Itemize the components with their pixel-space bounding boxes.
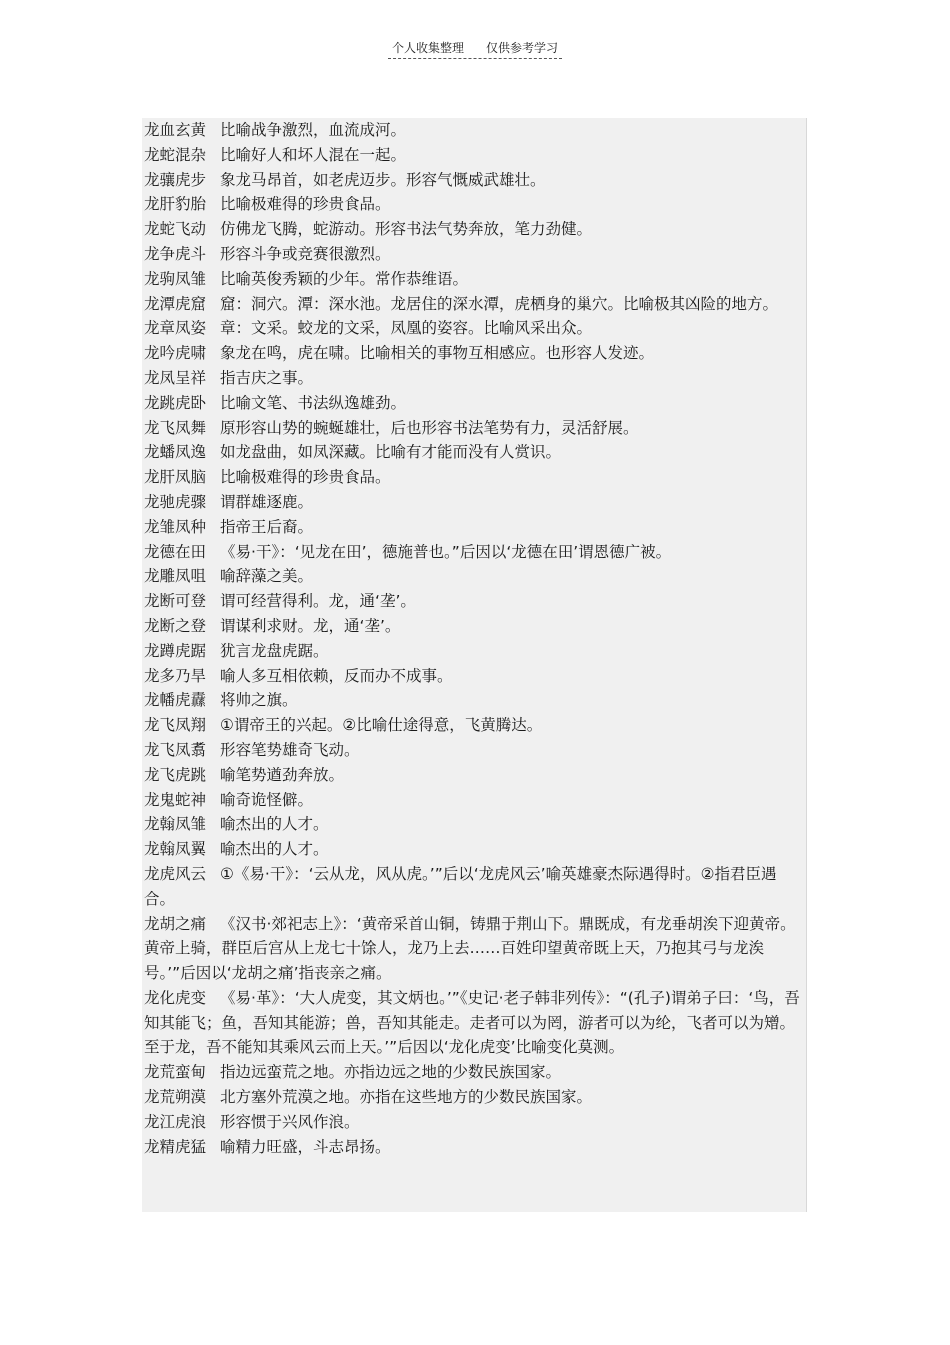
idiom-term: 龙多乃旱 — [144, 666, 207, 685]
idiom-term: 龙江虎浪 — [144, 1112, 207, 1131]
idiom-definition: 指边远蛮荒之地。亦指边远之地的少数民族国家。 — [220, 1063, 562, 1082]
idiom-definition: 比喻战争激烈，血流成河。 — [220, 121, 407, 139]
idiom-definition: 《易·革》：‘大人虎变，其文炳也。’”《史记·老子韩非列传》：“(孔子)谓弟子曰：‘鸟，吾知其能飞；鱼，吾知其能游；兽，吾知其能走。走者可以为罔，游者可以为纶，飞者可以为矰。至于龙，吾不能知其乘风云而上天。’”后因以‘龙化虎变’比喻变化莫测。 — [144, 988, 800, 1057]
idiom-entry — [144, 217, 806, 242]
idiom-definition: 比喻极难得的珍贵食品。 — [220, 468, 391, 487]
idiom-definition: 喻杰出的人才。 — [220, 840, 329, 859]
idiom-term: 龙蹲虎踞 — [144, 641, 207, 660]
idiom-definition: 喻辞藻之美。 — [220, 567, 314, 586]
idiom-entry — [144, 292, 806, 317]
idiom-entry — [144, 416, 806, 441]
idiom-entry — [144, 192, 806, 217]
idiom-entry — [144, 242, 806, 267]
idiom-entry — [144, 465, 806, 490]
idiom-term: 龙肝豹胎 — [144, 195, 207, 214]
header-right-text: 仅供参考学习 — [486, 41, 559, 55]
idiom-entry — [144, 391, 806, 416]
idiom-definition: 形容惯于兴风作浪。 — [220, 1112, 360, 1131]
idiom-definition: 指吉庆之事。 — [220, 368, 314, 387]
idiom-definition: 原形容山势的蜿蜒雄壮，后也形容书法笔势有力，灵活舒展。 — [220, 418, 639, 437]
idiom-term: 龙驹凤雏 — [144, 269, 207, 288]
page-header — [0, 40, 950, 59]
idiom-entry — [144, 837, 806, 862]
idiom-definition: 比喻好人和坏人混在一起。 — [220, 145, 407, 164]
idiom-term: 龙雏凤种 — [144, 517, 207, 536]
idiom-definition: 犹言龙盘虎踞。 — [220, 641, 329, 660]
idiom-entry — [144, 1085, 806, 1110]
idiom-definition: 谓谋利求财。龙，通‘垄’。 — [220, 616, 401, 635]
idiom-term: 龙血玄黄 — [144, 121, 207, 139]
idiom-term: 龙翰凤雏 — [144, 815, 207, 834]
idiom-definition: 比喻文笔、书法纵逸雄劲。 — [220, 393, 407, 412]
idiom-entry — [144, 540, 806, 565]
idiom-term: 龙蟠凤逸 — [144, 443, 207, 462]
idiom-entry — [144, 168, 806, 193]
idiom-entry — [144, 788, 806, 813]
idiom-definition: 仿佛龙飞腾，蛇游动。形容书法气势奔放，笔力劲健。 — [220, 220, 593, 239]
idiom-definition: 窟：洞穴。潭：深水池。龙居住的深水潭，虎栖身的巢穴。比喻极其凶险的地方。 — [220, 294, 779, 313]
idiom-term: 龙鬼蛇神 — [144, 790, 207, 809]
idiom-entry — [144, 639, 806, 664]
header-left-text: 个人收集整理 — [391, 41, 464, 55]
idiom-term: 龙蛇混杂 — [144, 145, 207, 164]
idiom-term: 龙蛇飞动 — [144, 220, 207, 239]
idiom-definition: 喻人多互相依赖，反而办不成事。 — [220, 666, 453, 685]
idiom-term: 龙跳虎卧 — [144, 393, 207, 412]
idiom-entry — [144, 564, 806, 589]
idiom-entry — [144, 614, 806, 639]
idiom-entry — [144, 664, 806, 689]
idiom-term: 龙骧虎步 — [144, 170, 207, 189]
idiom-term: 龙驰虎骤 — [144, 492, 207, 511]
idiom-term: 龙凤呈祥 — [144, 368, 207, 387]
idiom-definition: 象龙在鸣，虎在啸。比喻相关的事物互相感应。也形容人发迹。 — [220, 344, 655, 363]
idiom-definition: 章：文采。蛟龙的文采，凤凰的姿容。比喻风采出众。 — [220, 319, 593, 338]
idiom-definition: 象龙马昂首，如老虎迈步。形容气慨威武雄壮。 — [220, 170, 546, 189]
idiom-entry — [144, 366, 806, 391]
idiom-term: 龙德在田 — [144, 542, 207, 561]
header-underline — [388, 40, 562, 59]
idiom-term: 龙精虎猛 — [144, 1137, 207, 1156]
idiom-entry — [144, 143, 806, 168]
idiom-definition: ①《易·干》：‘云从龙，风从虎。’”后以‘龙虎风云’喻英雄豪杰际遇得时。②指君臣遇合。 — [144, 864, 777, 908]
idiom-term: 龙飞凤舞 — [144, 418, 207, 437]
idiom-term: 龙幡虎纛 — [144, 691, 207, 710]
idiom-definition: 喻笔势遒劲奔放。 — [220, 765, 345, 784]
idiom-entry — [144, 738, 806, 763]
idiom-term: 龙潭虎窟 — [144, 294, 207, 313]
idiom-definition: 北方塞外荒漠之地。亦指在这些地方的少数民族国家。 — [220, 1088, 593, 1107]
idiom-entry — [144, 1060, 806, 1085]
idiom-term: 龙化虎变 — [144, 988, 207, 1007]
idiom-term: 龙断之登 — [144, 616, 207, 635]
idiom-term: 龙荒朔漠 — [144, 1088, 207, 1107]
idiom-definition: ①谓帝王的兴起。②比喻仕途得意，飞黄腾达。 — [220, 716, 543, 735]
idiom-term: 龙飞凤翥 — [144, 740, 207, 759]
idiom-definition: 喻杰出的人才。 — [220, 815, 329, 834]
idiom-term: 龙飞凤翔 — [144, 716, 207, 735]
idiom-entry — [144, 713, 806, 738]
idiom-entry — [144, 812, 806, 837]
idiom-definition: 将帅之旗。 — [220, 691, 298, 710]
idiom-definition: 形容斗争或竞赛很激烈。 — [220, 244, 391, 263]
idiom-term: 龙章凤姿 — [144, 319, 207, 338]
idiom-definition: 谓可经营得利。龙，通‘垄’。 — [220, 592, 416, 611]
idiom-term: 龙肝凤脑 — [144, 468, 207, 487]
idiom-definition: 形容笔势雄奇飞动。 — [220, 740, 360, 759]
idiom-term: 龙断可登 — [144, 592, 207, 611]
idiom-entry — [144, 589, 806, 614]
idiom-term: 龙雕凤咀 — [144, 567, 207, 586]
idiom-entry — [144, 341, 806, 366]
idiom-entry — [144, 118, 806, 143]
idiom-term: 龙虎风云 — [144, 864, 207, 883]
idiom-definition: 如龙盘曲，如凤深藏。比喻有才能而没有人赏识。 — [220, 443, 562, 462]
idiom-definition: 《易·干》：‘见龙在田’，德施普也。”后因以‘龙德在田’谓恩德广被。 — [220, 542, 672, 561]
idiom-definition: 比喻英俊秀颖的少年。常作恭维语。 — [220, 269, 469, 288]
idiom-term: 龙争虎斗 — [144, 244, 207, 263]
idiom-entry — [144, 490, 806, 515]
idiom-definition: 《汉书·郊祀志上》：‘黄帝采首山铜，铸鼎于荆山下。鼎既成，有龙垂胡涘下迎黄帝。黄帝上骑，群臣后宫从上龙七十馀人，龙乃上去……百姓印望黄帝既上天，乃抱其弓与龙涘号。’”后因以‘龙胡之痛’指丧亲之痛。 — [144, 914, 796, 983]
idiom-entry — [144, 912, 806, 986]
idiom-definition: 指帝王后裔。 — [220, 517, 314, 536]
idiom-entry — [144, 1135, 806, 1160]
idiom-term: 龙荒蛮甸 — [144, 1063, 207, 1082]
idiom-definition: 比喻极难得的珍贵食品。 — [220, 195, 391, 214]
idiom-term: 龙吟虎啸 — [144, 344, 207, 363]
idiom-list — [144, 118, 806, 1159]
idiom-content-panel — [142, 118, 807, 1212]
idiom-term: 龙胡之痛 — [144, 914, 207, 933]
idiom-entry — [144, 763, 806, 788]
idiom-entry — [144, 316, 806, 341]
idiom-entry — [144, 1110, 806, 1135]
idiom-definition: 喻奇诡怪僻。 — [220, 790, 314, 809]
idiom-entry — [144, 862, 806, 912]
idiom-entry — [144, 267, 806, 292]
idiom-term: 龙飞虎跳 — [144, 765, 207, 784]
idiom-definition: 喻精力旺盛，斗志昂扬。 — [220, 1137, 391, 1156]
idiom-entry — [144, 688, 806, 713]
idiom-entry — [144, 986, 806, 1060]
idiom-entry — [144, 440, 806, 465]
idiom-term: 龙翰凤翼 — [144, 840, 207, 859]
idiom-entry — [144, 515, 806, 540]
idiom-definition: 谓群雄逐鹿。 — [220, 492, 314, 511]
